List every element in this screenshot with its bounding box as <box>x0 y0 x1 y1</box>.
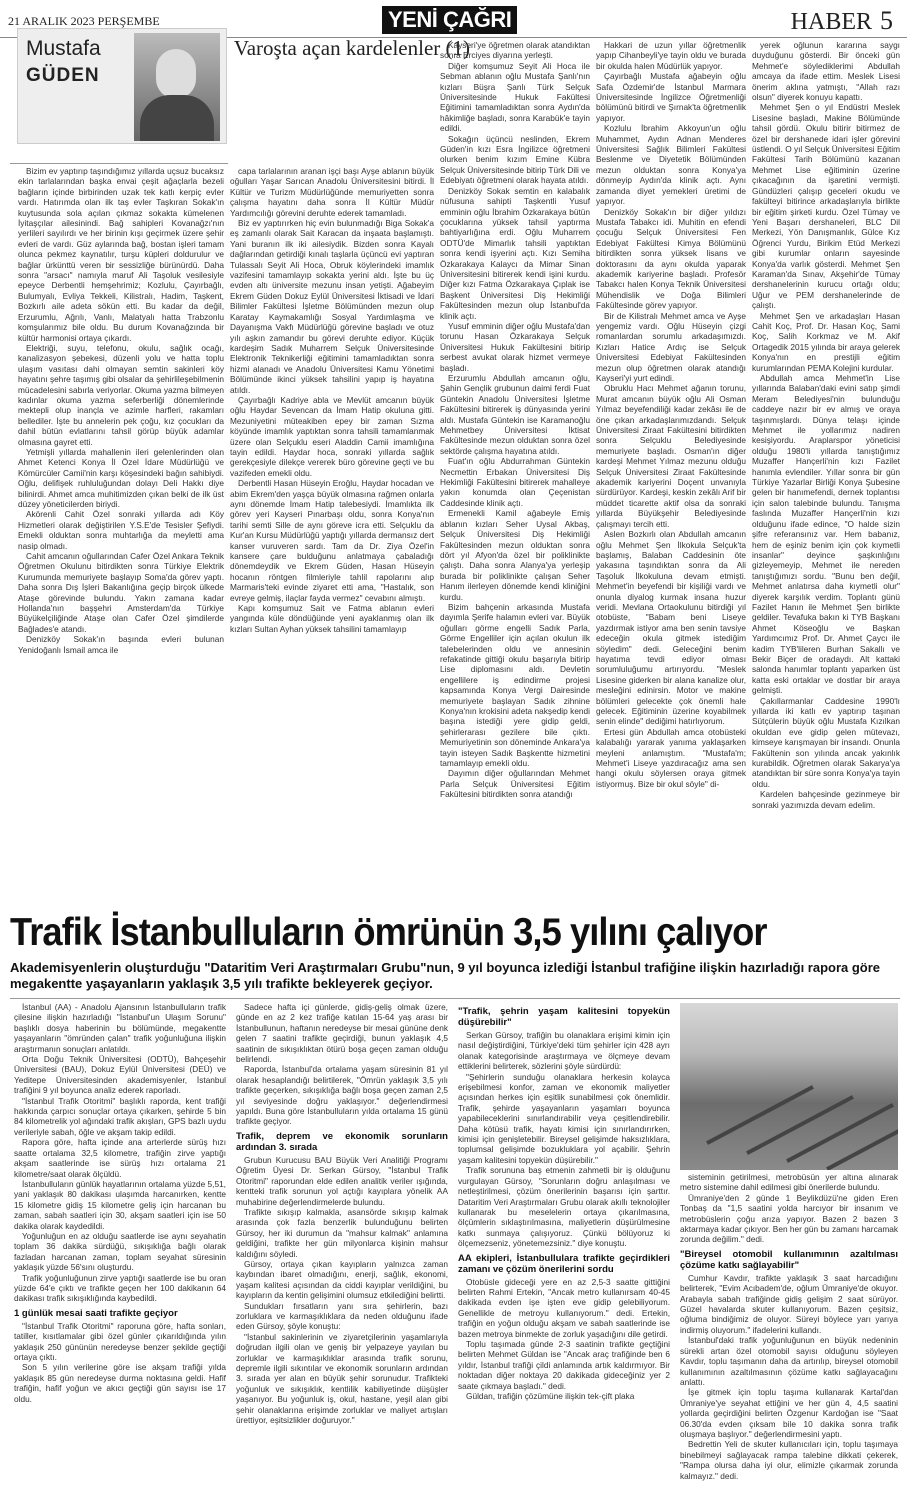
subheading: 1 günlük mesai saati trafikte geçiyor <box>14 1307 178 1319</box>
page-number: 5 <box>880 6 893 35</box>
paragraph: Sundukları fırsatların yanı sıra şehirlerin, bazı zorluklara ve karmaşıklıklara da neden olduğunu ifade eden Gürsoy, şöyle konuştu: <box>236 1300 448 1332</box>
paragraph: Denizköy Sokak semtin en kalabalık nüfusuna sahipti Taşkentli Yusuf emminin oğlu İbrahim Özkarakaya bütün çocuklarına yüksek tahsil yaptırma bahtiyarlığına erdi. Oğlu Muharrem ODTÜ'de Mimarlık tahsili yaptıktan sonra kendi işyerini açtı. Kızı Semiha Özkarakaya Kalaycı da Mimar Sinan Üniversitesini bitirerek kendi işini kurdu. Diğer kızı Fatma Özkarakaya Çıplak ise Başkent Üniversitesi Diş Hekimliği Fakültesinden mezun olup İstanbul'da klinik açtı. <box>440 185 590 321</box>
paragraph: Ertesi gün Abdullah amca otobüsteki kalabalığı yararak yanıma yaklaşarken meyleni anlamıştım. "Mustafa'm; Mehmet'i Liseye yazdıracağız ama sen hangi okulu söylersen oraya gitmek istiyormuş. Bize bir okul söyle" di- <box>596 726 746 789</box>
paragraph: Derbentli Hasan Hüseyin Eroğlu, Haydar hocadan ve abim Ekrem'den yaşça büyük olmasına rağmen onlarla aynı dönemde İmam Hatip talebesiydi. İmamlıkta ilk görev yeri Kayseri Pınarbaşı oldu, sonra Konya'nın tarihi semti Sille de aynı göreve icra etti. Selçuklu da Kur'an Kursu Müdürlüğü yaptığı yıllarda dermansız dert kanser vuruveren sardı. Tam da Dr. Ziya Özel'in kansere çare bulduğunu anlatmaya çabaladığı dönemdeydik ve Ekrem Güden, Hasan Hüseyin hocanın röntgen filmleriyle tahlil rapolarını alıp Marmaris'teki evinde ziyaret etti ama, "Hastalık, son evreye gelmiş, ilaçlar fayda vermez" cevabını almıştı. <box>230 478 434 603</box>
paragraph: Serkan Gürsoy, trafiğin bu olanaklara erişimi kimin için nasıl değiştirdiğini, Türkiye'deki tüm şehirler için 428 ayrı olanak kategorisinde araştırmaya ve ölçmeye devam ettiklerini belirterek, sözlerini şöyle sürdürdü: <box>458 1030 670 1072</box>
paragraph: Sokağın üçüncü neslinden, Ekrem Güden'in kızı Esra İngilizce öğretmeni olurken benim kızım Emine Kübra Selçuk Üniversitesinde bitirip Türk Dili ve Edebiyatı öğretmeni olarak hayata atıldı. <box>440 133 590 186</box>
paragraph: Cumhur Kavdır, trafikte yaklaşık 3 saat harcadığını belirterek, "Evim Acıbadem'de, oğlum Ümraniye'de okuyor. Arabayla sabah trafiğinde gidiş gelişim 2 saat sürüyor. Güzel havalarda skuter kullanıyorum. Bazen çeşitsiz, oğluma bindiğimiz de oluyor. Süreyi böylece yarı yarıya indirmiş oluyorum." ifadelerini kullandı. <box>680 1272 898 1335</box>
paragraph: Sadece hafta içi günlerde, gidiş-geliş olmak üzere, günde en az 2 kez trafiğe katılan 15-64 yaş arası bir İstanbullunun, haftanın neredeyse bir mesai gününe denk gelen 7 saatini trafikte geçirdiği, bunun yaklaşık 4,5 saatinin de sıkışıklıktan ötürü boşa geçen zaman olduğu belirlendi. <box>236 1002 448 1065</box>
divider <box>10 998 900 999</box>
paragraph: Aslen Bozkırlı olan Abdullah amcanın oğlu Mehmet Şen İlkokula Selçuk'ta başlamış, Balaban Caddesinin öte yakasına taşındıktan sonra da Ali Taşoluk İlkokuluna devam etmişti. Mehmet'in beyefendi bir kişiliği vardı ve onunla diyalog kurmak insana huzur veridi. Mevlana Ortaokulunu bitirdiği yıl otobüste, "Babam beni Liseye yazdırmak istiyor ama ben senin tavsiye edeceğin okula gitmek istediğim söyledim" dedi. Geleceğini benim hayatıma tevdi ediyor olması sorumluluğumu artırıyordu. "Meslek Lisesine giderken bir alana kanalize olur, mesleğini edinirsin. Motor ve makine bölümleri gelecekte çok önemli hale gelecek. Eğitiminin üzerine koyabilmek senin elinde" dediğimi hatırlıyorum. <box>596 529 746 727</box>
paragraph: Bizim ev yaptırıp taşındığımız yıllarda uçsuz bucaksız ekin tarlalarından başka envai çeşit ağaçlarla bezeli bağların içinde birbirinden uzak tek katlı kerpiç evler vardı. Hatırımda olan ilk taş evler Taşkıran Sokak'ın kuytusunda sola açılan çıkmaz sokakta kümelenen İyitaşçılar ailesinindi. Bağ sahipleri Kovanağzı'nın yerlileri sayılırdı ve her birinin kışı geçirmek üzere şehir evleri de vardı. Güz aylarında bağ, bostan işleri tamam olunca pekmez kaynatılır, turşu küpleri doldurulur ve bağlar ürkünttü veren bir sessizliğe bürünürdü. Daha sonra "arsacı" namıyla maruf Ali Taşoluk vesilesiyle epeyce Derbentli hemşehrimiz; Kozlulu, Çayırbağlı, Bulumyalı, Evliya Tekkeli, Kilistralı, Hadim, Taşkent, Bozkırlı aile adeta sökün etti. Bu kadar da değil, Erzurumlu, Ağrılı, Vanlı, Malatyalı hatta Trabzonlu komşularımız bile oldu. Bu durum Kovanağzında bir kültür harmonisi ortaya çıkardı. <box>18 166 224 343</box>
paragraph: Grubun Kurucusu BAU Büyük Veri Analitiği Programı Öğretim Üyesi Dr. Serkan Gürsoy, "İstanbul Trafik Otoritmi" raporundan elde edilen analitik veriler ışığında, kentteki trafik sorunun yol açtığı kayıplara yönelik AA muhabirine değerlendirmelerde bulundu. <box>236 1154 448 1207</box>
article2-column-2 <box>236 1002 448 1500</box>
paragraph: Kozlulu İbrahim Akkoyun'un oğlu Muhammet, Aydın Adnan Menderes Üniversitesi Sağlık Bilimleri Fakültesi Beslenme ve Diyetetik Bölümünden mezun olduktan sonra Konya'ya dönmeyip Aydın'da klinik açtı. Aynı zamanda diyet yemekleri üretimi de yapıyor. <box>596 123 746 207</box>
paragraph: Orta Doğu Teknik Üniversitesi (ODTÜ), Bahçeşehir Üniversitesi (BAU), Dokuz Eylül Üniversitesi (DEÜ) ve Yeditepe Üniversitesinden akademisyenler, İstanbul trafiğini 9 yıl boyunca analiz ederek raporladı. <box>14 1054 226 1096</box>
paragraph: Abdullah amca Mehmet'in Lise yıllarında Balaban'daki evini satıp şimdi Meram Belediyesi'nin bulunduğu caddeye nazır bir ev almış ve oraya taşınmışlardı. Dünya telaşı içinde Mehmet ile yollarımız nadiren kesişiyordu. Araplarspor yöneticisi olduğu 1980'li yıllarda tanıştığımız Muzaffer Hançerli'nin kızı Fazilet hanımla evlendiler. Yıllar sonra bir gün Türkiye Yazarlar Birliği Konya Şubesine gelen bir hanımefendi, dernek toplantısı için salon talebinde bulundu. Tanışma faslında Muzaffer Hançerli'nin kızı olduğunu ifade edince, "O halde sizin şifre referansınız var. Hem babanız, hem de eşiniz benim için çok kıymetli insanlar" deyince şaşkınlığını gizleyemeyip, Mehmet ile nereden tanıştığımızı sordu. "Bunu ben değil, Mehmet anlatırsa daha kıymetli olur" diyerek karşılık verdim. Toplantı günü Fazilet Hanın ile Mehmet Şen birlikte geldiler. Tevafuka bakın ki TYB Başkanı Ahmet Köseoğlu ve Başkan Yardımcımız Prof. Dr. Ahmet Çaycı ile kadim TYB'lileren Burhan Sakallı ve Bekir Biçer de oradaydı. Alt kattaki salonda hanımlar toplantı yaparken üst katta eski ortaklar ve dostlar bir araya gelmişti. <box>752 373 900 696</box>
article2-column-4 <box>680 1172 898 1500</box>
issue-date: 21 ARALIK 2023 PERŞEMBE <box>8 14 160 28</box>
paragraph: Yoğunluğun en az olduğu saatlerde ise aynı seyahatin toplam 36 dakika sürdüğü, sıkışıklığa bağlı olarak fazladan harcanan zaman, toplam seyahat süresinin yaklaşık yüzde 56'sını oluşturdu. <box>14 1230 226 1273</box>
paragraph: Akörenli Cahit Özel sonraki yıllarda adı Köy Hizmetleri olarak değiştirilen Y.S.E'de Tesisler Şefiydi. Emekli olduktan sonra muhtarlığa da meyletti ama nasip olmadı. <box>18 509 224 551</box>
article1-column-2 <box>230 166 434 904</box>
paragraph: "İstanbul Trafik Otoritmi" raporuna göre, hafta sonları, tatiller, kısıtlamalar gibi özel günler çıkarıldığında yılın yaklaşık 250 gününün neredeyse benzer şekilde geçtiği ortaya çıktı. <box>14 1320 226 1362</box>
section-label <box>791 6 893 36</box>
paragraph: Bedrettin Yeli de skuter kullanıcıları için, toplu taşımaya binebilmeyi sağlayacak rampa talebine dikkati çekerek, "Rampa olursa daha iyi olur, elimizle çıkarmak zorunda kalmayız." dedi. <box>680 1439 898 1481</box>
article2-column-3 <box>458 1002 670 1500</box>
paragraph: sisteminin getirilmesi, metrobüsün yer altına alınarak metro sistemine dahil edilmesi gibi önerilerde bulundu. <box>680 1172 898 1193</box>
paragraph: "İstanbul sakinlerinin ve ziyaretçilerinin yaşamlarıyla doğrudan ilgili olan ve geniş bir yelpazeye yayılan bu zorluklar ve karmaşıklıklar arasında trafik sorunu, depremle ilgili sıkıntılar ve ekonomik sorunların ardından 3. sırada yer alan en büyük şehir sorunudur. Trafikteki yoğunluk ve sıkışıklık, kentlilik kabiliyetinde düşüşler yaşanıyor. Bu yoğunluk iş, okul, hastane, yeşil alan gibi şehir olanaklarına erişimde zorluklar ve maliyet artışları ürettiyor, eşitsizlikler doğuruyor." <box>236 1331 448 1426</box>
paragraph: Trafik sorununa baş etmenin zahmetli bir iş olduğunu vurgulayan Gürsoy, "Sorunların doğru anlaşılması ve netleştirilmesi, çözüm önerilerinin başarısı için şarttır. Dataritim Veri Araştırmaları Grubu olarak akıllı teknolojiler kullanarak bu meselelerin ortaya çıkarılmasına, ölçümlerin sıklaştırılmasına, maliyetlerin düşürülmesine katkı sunmaya çalışıyoruz. Çünkü bölüyoruz ki ölçemezseniz, yönetemezsiniz." diye konuştu. <box>458 1165 670 1249</box>
traffic-photo <box>680 1003 898 1170</box>
paragraph: Kayseri'ye öğretmen olarak atandıktan sonra Erciyes diyarına yerleşti. <box>440 40 590 61</box>
paragraph: Yusuf emminin diğer oğlu Mustafa'dan torunu Hasan Özkarakaya Selçuk Üniversitesi Hukuk Fakültesini bitirip serbest avukat olarak hizmet vermeye başladı. <box>440 320 590 373</box>
paragraph: Son 5 yılın verilerine göre ise akşam trafiği yılda yaklaşık 85 gün neredeyse durma noktasına geldi. Hafif trafiğin, hafif yoğun ve akıcı geçtiği gün sayısı ise 17 oldu. <box>14 1362 226 1404</box>
paragraph: İstanbul'daki trafik yoğunluğunun en büyük nedeninin sürekli artan özel otomobil sayısı olduğunu söyleyen Kavdır, toplu taşımanın daha da artırılıp, bireysel otomobil kullanımının azaltılmasının çözüme katkı sağlayacağını anlattı. <box>680 1335 898 1387</box>
paragraph: Toplu taşımada günde 2-3 saatinin trafikte geçtiğini belirten Mehmet Güldan ise "Ancak araç trafiğinde ben 6 yıldır, İstanbul trafiği çildi anlamında artık kaldırmıyor. Bir noktadan diğer noktaya 20 dakikada gideceğiniz yer 2 saate çıkmaya başladı." dedi. <box>458 1338 670 1391</box>
paragraph: Kardelen bahçesinde gezinmeye bir sonraki yazımızda devam edelim. <box>752 789 900 810</box>
paragraph: "Şehirlerin sunduğu olanaklara herkesin kolayca erişebilmesi konfor, zaman ve ekonomik maliyetler açısından herkes için eşitlik sunabilmesi çok önemlidir. Trafik, şehirde yaşayanların yaşamları boyunca yapabileceklerini sınırlandırabilir veya çeşitlendirebilir. Daha kötüsü trafik, hayatı kimisi için sınırlandırırken, kimisi için genişletebilir. Bireysel gelişimde haksızlıklara, toplumsal gelişimde bozukluklara yol açabilir. Şehrin yaşam kalitesini topyekün düşürebilir." <box>458 1071 670 1165</box>
author-photo <box>134 33 220 141</box>
paragraph: Denizköy Sokak'ın bir diğer yıldızı Mustafa Tabakcı idi. Muhitin en efendi çocuğu Selçuk Üniversitesi Fen Edebiyat Fakültesi Kimya Bölümünü bitirdikten sonra yüksek lisans ve doktorasını da aynı okulda yaparak akademik kariyerine başladı. Profesör Tabakcı halen Konya Teknik Üniversitesi Mühendislik ve Doğa Bilimleri Fakültesinde görev yapıyor. <box>596 206 746 311</box>
paragraph: Dayımın diğer oğullarından Mehmet Parla Selçuk Üniversitesi Eğitim Fakültesini bitirdikten sonra atandığı <box>440 768 590 800</box>
article1-column-5 <box>752 40 900 904</box>
paragraph: Çayırbağlı Kadriye abla ve Mevlüt amcanın büyük oğlu Haydar Sevencan da İmam Hatip okuluna gitti. Mezuniyetini müteakiben epey bir zaman Sızma köyünde imamlık yaptıktan sonra tahsili tamamlanmak üzere olan Selçuklu eseri Aladdin Camii imamlığına tayin edildi. Haydar hoca, sonraki yıllarda sağlık gerekçesiyle dilekçe vererek büro görevine geçti ve bu vazifeden emekli oldu. <box>230 394 434 478</box>
paragraph: İstanbul (AA) - Anadolu Ajansının İstanbulluların trafik çilesine ilişkin hazırladığı "İstanbul'un Ulaşım Sorunu" başlıklı dosya haberinin bu bölümünde, megakentte yaşayanların "ömründen çalan" trafik yoğunluğuna ilişkin araştırmanın sonuçları anlatıldı. <box>14 1002 226 1054</box>
paragraph: Elektriği, suyu, telefonu, okulu, sağlık ocağı, kanalizasyon şebekesi, düzenli yolu ve hatta toplu ulaşım vasıtası dahi olmayan semtin sakinleri köy hayatını şehre taşımış gibi olsalar da şehirlileşebilmenin mücadelesini sabırla veriyorlar. Okuma yazma bilmeyen kadınlar okuma yazma seferberliği dönemlerinde mektepli olup inançla ve azimle harfleri, rakamları bellediler. İşte bu annelerin pek çoğu, kız çocukları da dahil bütün evlatlarını tahsil görüp büyük adamlar olmasına gayret etti. <box>18 342 224 447</box>
subheading: "Trafik, şehrin yaşam kalitesini topyekün düşürebilir" <box>458 1006 670 1028</box>
subheading: Trafik, deprem ve ekonomik sorunların ardından 3. sırada <box>236 1130 448 1153</box>
article1-column-1 <box>18 166 224 904</box>
paragraph: "İstanbul Trafik Otoritmi" başlıklı raporda, kent trafiği hakkında çarpıcı sonuçlar ortaya çıkarken, şehirde 5 bin 84 kilometrelik yol ağındaki trafik akışları, GPS bazlı uydu verileriyle sabah, öğle ve akşam takip edildi. <box>14 1095 226 1137</box>
newspaper-logo: YENİ ÇAĞRI <box>382 6 517 34</box>
paragraph: Trafik yoğunluğunun zirve yaptığı saatlerde ise bu oran yüzde 64'e çıktı ve trafikte geçen her 100 dakikanın 64 dakikası trafik sıkışıklığında kaybedildi. <box>14 1272 226 1304</box>
paragraph: Fuat'ın oğlu Abdurrahman Güntekin Necmettin Erbakan Üniversitesi Diş Hekimliği Fakültesini bitirerek mahalleye yakın konumda olan Çeçenistan Caddesinde klinik açtı. <box>440 456 590 508</box>
paragraph: Çakıllarmanlar Caddesine 1990'lı yıllarda iki katlı ev yaptırıp taşınan Sütçülerin büyük oğlu Mustafa Kızılkan okuldan eve gidip gelen mütevazı, kimseye karışmayan bir insandı. Onunla Fakültenin son yılında ancak yakınlık kurabildik. Öğretmen olarak Sakarya'ya atandıktan bir süre sonra Konya'ya tayin oldu. <box>752 695 900 789</box>
section-name: HABER <box>790 9 872 35</box>
subheading: AA ekipleri, İstanbullulara trafikte geçirdikleri zamanı ve çözüm önerilerini sordu <box>458 1252 670 1275</box>
paragraph: Bizim bahçenin arkasında Mustafa dayımla Şerife halamın evleri var. Büyük oğulları görme engelli Sadık Parla, Görme Engelliler için açılan okulun ilk talebelerinden oldu ve annesinin refakatinde gittiği okulu başarıyla bitirip Lise diplomasını aldı. Devletin engellilere iş edindirme projesi kapsamında Konya Vergi Dairesinde memuriyete başlayan Sadık zihnine Konya'nın krokisini adeta nakşedip kendi başına istediği yere gidip geldi, şehirlerarası gezilere bile çıktı. Memuriyetinin son döneminde Ankara'ya tayin isteyen Sadık Başkentte hizmetini tamamlayıp emekli oldu. <box>440 601 590 769</box>
author-first-name: Mustafa <box>26 37 101 60</box>
paragraph: Otobüsle gideceği yere en az 2,5-3 saatte gittiğini belirten Rahmi Ertekin, "Ancak metro kullanırsam 40-45 dakikada evden işe işten eve gidip gelebiliyorum. Genellikle de metroyu kullanıyorum." dedi. Ertekin, trafiğin en yoğun olduğu akşam ve sabah saatlerinde ise bazen metroya binmekte de zorluk yaşadığını dile getirdi. <box>458 1276 670 1339</box>
author-box <box>17 28 227 144</box>
column-title: Varoşta açan kardelenler (1) <box>233 36 470 60</box>
paragraph: Rapora göre, hafta içinde ana arterlerde sürüş hızı saatte ortalama 32,5 kilometre, trafiğin zirve yaptığı akşam saatlerinde ise sürüş hızı ortalama 21 kilometre/saat olarak ölçüldü. <box>14 1137 226 1179</box>
article1-column-4 <box>596 40 746 904</box>
paragraph: Cahit amcanın oğullarından Cafer Özel Ankara Teknik Öğretmen Okulunu bitirdikten sonra Türkiye Elektrik Kurumunda memuriyete başlayıp Soma'da görev yaptı. Daha sonra Dış İşleri Bakanlığına geçip birçok ülkede Ataşe görevinde bulundu. Yakın zamana kadar Hollanda'nın başşehri Amsterdam'da Türkiye Büyükelçiliğinde Ataşe olan Cafer Özel şimdilerde Bağlades'e atandı. <box>18 551 224 634</box>
paragraph: Trafikte sıkışıp kalmakla, asansörde sıkışıp kalmak arasında çok fazla benzerlik bulunduğunu belirten Gürsoy, her iki durumun da "mahsur kalmak" anlamına geldiğini, trafikte her gün milyonlarca kişinin mahsur kaldığını söyledi. <box>236 1206 448 1259</box>
divider <box>10 163 228 164</box>
paragraph: Yetmişli yıllarda mahallenin ileri gelenlerinden olan Ahmet Ketenci Konya İl Özel İdare Müdürlüğü ve Kömürcüler Camii'nin karşı köşesindeki bağın sahibiydi. Oğlu, delifişek ruhluluğundan dolayı Deli Hakkı diye bilinirdi. Ahmet amca muhitimizden çıkan belki de ilk üst düzey yöneticilerden biriydi. <box>18 446 224 509</box>
paragraph: Ümraniye'den 2 günde 1 Beylikdüzü'ne giden Eren Tonbaş da "1,5 saatini yolda harcıyor bir insanım ve metrobüslerin çoğu arıza yapıyor. Bazen 2 bazen 3 aktarmaya kadar çıkıyor. Ben her gün bu zamanı harcamak zorunda değilim." dedi. <box>680 1192 898 1245</box>
paragraph: İşe gitmek için toplu taşıma kullanarak Kartal'dan Ümraniye'ye seyahat ettiğini ve her gün 4, 4,5 saatini yollarda geçirdiğini belirten Özgenur Kardoğan ise "Saat 06.30'da evden çıksam bile 10 dakika sonra trafik oluşmaya başlıyor." değerlendirmesini yaptı. <box>680 1387 898 1439</box>
paragraph: İstanbulluların günlük hayatlarının ortalama yüzde 5,51, yani yaklaşık 80 dakikası ulaşımda harcanırken, kentte 15 kilometre gidiş 15 kilometre geliş için harcanan bu zaman, sabah saatleri için 30, akşam saatleri için ise 50 dakika olarak kaydedildi. <box>14 1178 226 1231</box>
paragraph: yerek oğlunun kararına saygı duyduğunu gösterdi. Bir önceki gün Mehmet'e söylediklerimi Abdullah amcaya da ifade ettim. Meslek Lisesi önerim aklına yatmıştı, "Allah razı olsun" diyerek konuyu kapattı. <box>752 40 900 103</box>
paragraph: Obruklu Hacı Mehmet ağanın torunu, Murat amcanın büyük oğlu Ali Osman Yılmaz beyefendiliği kadar zekâsı ile de öne çıkan arkadaşlarımızdandı. Selçuk Üniversitesi Ziraat Fakültesini bitirdikten sonra Selçuklu Belediyesinde memuriyete başladı. Osman'ın diğer kardeşi Mehmet Yılmaz mezunu olduğu Selçuk Üniversitesi Ziraat Fakültesinde akademik kariyerini Doçent unvanıyla sürdürüyor. Kardeşi, keskin zekâlı Arif bir müddet ticarette aktif olsa da sonraki yıllarda Büyükşehir Belediyesinde çalışmayı tercih etti. <box>596 383 746 529</box>
paragraph: Gürsoy, ortaya çıkan kayıpların yalnızca zaman kaybından ibaret olmadığını, enerji, sağlık, ekonomi, yaşam kalitesi açısından da ciddi kayıplar verildiğini, bu kayıpların da kentin gelişimini olumsuz etkilediğini belirtti. <box>236 1258 448 1301</box>
article1-column-3 <box>440 40 590 904</box>
paragraph: Kapı komşumuz Sait ve Fatma ablanın evleri yangında küle döndüğünde yeni ayaklanmış olan ilk kızları Sultan Ayhan yüksek tahsilini tamamlayıp <box>230 603 434 634</box>
paragraph: Mehmet Şen ve arkadaşları Hasan Cahit Koç, Prof. Dr. Hasan Koç, Sami Koç, Salih Korkmaz ve M. Akif Ortagedik 2015 yılında bir araya gelerek Konya'nın en prestijli eğitim kurumlarından PEMA Kolejini kurdular. <box>752 310 900 373</box>
paragraph: Ermenekli Kamil ağabeyle Emiş ablanın kızları Seher Uysal Akbaş, Selçuk Üniversitesi Diş Hekimliği Fakültesinden mezun olduktan sonra dört yıl Afyon'da özel bir poliklinikte çalıştı. Daha sonra Alanya'ya yerleşip burada bir poliklinikte çalışan Seher Hanım ilerleyen dönemde kendi kliniğini kurdu. <box>440 508 590 602</box>
paragraph: Biz ev yaptırırken hiç evin bulunmadığı Biga Sokak'a eş zamanlı olarak Sait Karacan da inşaata başlamıştı. Yani buranın ilk iki ailesiydik. Bizden sonra Kayalı dağlarından getirdiği kınalı taşlarla üçüncü evi yaptıran Tulassalı Seyit Ali Hoca, Obruk köylerindeki imamlık vazifesini tamamlayıp sokakta yerini aldı. İşte bu üç evden altı üniversite mezunu insan yetişti. Ağabeyim Ekrem Güden Dokuz Eylül Üniversitesi İktisadi ve İdari Bilimler Fakültesi İşletme Bölümünden mezun olup Karatay Kaymakamlığı Sosyal Yardımlaşma ve Dayanışma Vakfı Müdürlüğü görevine başladı ve otuz yılı aşkın zamandır bu görevi deruhte ediyor. Küçük kardeşim Sadık Muharrem Selçuk Üniversitesinde Elektronik Teknikerliği eğitimini tamamladıktan sonra hizmi alanadı ve Anadolu Üniversitesi Kamu Yönetimi Bölümünde ikinci yüksek tahsilini yapıp iş hayatına atıldı. <box>230 218 434 395</box>
paragraph: Raporda, İstanbul'da ortalama yaşam süresinin 81 yıl olarak hesaplandığı belirtilerek, "Ömrün yaklaşık 3,5 yılı trafikte geçerken, sıkışıklığa bağlı boşa geçen zaman 2,5 yıl seviyesinde doğru yaklaşıyor." değerlendirmesi yapıldı. Buna göre İstanbulluların yılda ortalama 15 günü trafikte geçiyor. <box>236 1064 448 1127</box>
paragraph: Erzurumlu Abdullah amcanın oğlu, Şahin Gençlik grubunun daimi ferdi Fuat Güntekin Anadolu Üniversitesi İşletme Fakültesini bitirerek iş dünyasında yerini aldı. Mustafa Güntekin ise Karamanoğlu Mehmetbey Üniversitesi İktisat Fakültesinde mezun olduktan sonra özel sektörde çalışma hayatına atıldı. <box>440 373 590 456</box>
article2-column-1 <box>14 1002 226 1500</box>
paragraph: Mehmet Şen o yıl Endüstri Meslek Lisesine başladı, Makine Bölümünde tahsil gördü. Okulu bitirir bitirmez de özel bir dershanede idari işler görevini üstlendi. O yıl Selçuk Üniversitesi Eğitim Fakültesi Tarih Bölümünü kazanan Mehmet Lise eğitiminin üzerine çıkacağının da işaretini vermişti. Gündüzleri çalışıp geceleri okudu ve fakülteyi bitirince arkadaşlarıyla birlikte bir eğitim şirketi kurdu. Özel Tümay ve Yeni Başarı dershaneleri, BLC Dil Merkezi, Yön Danışmanlık, Gülce Kız Öğrenci Yurdu, Birikim Etüd Merkezi gibi kurumlar onların sayesinde Konya'da varlık gösterdi. Mehmet Şen Karaman'da Sınav, Akşehir'de Tümay dershanelerinin kurucu ortağı oldu; Uğur ve PEM dershanelerinde de çalıştı. <box>752 102 900 311</box>
paragraph: Diğer komşumuz Seyit Ali Hoca ile Sebman ablanın oğlu Mustafa Şanlı'nın kızları Büşra Şanlı Türk Selçuk Üniversitesinde Hukuk Fakültesi Eğitimini tamamladıktan sonra Aydın'da hâkimliğe başladı, sonra Karabük'e tayin edildi. <box>440 60 590 134</box>
paragraph: Denizköy Sokak'ın başında evleri bulunan Yenidoğanlı İsmail amca ile <box>18 634 224 655</box>
paragraph: Hakkari de uzun yıllar öğretmenlik yapıp Cihanbeyli'ye tayin oldu ve burada bir okulda halen Müdürlük yapıyor. <box>596 40 746 71</box>
paragraph: Çayırbağlı Mustafa ağabeyin oğlu Safa Özdemir'de İstanbul Marmara Üniversitesinde İngilizce Öğretmenliği bölümünü bitirdi ve Şırnak'ta öğretmenlik yapıyor. <box>596 71 746 123</box>
author-last-name: GÜDEN <box>26 65 100 86</box>
paragraph: capa tarlalarının aranan işçi başı Ayşe ablanın büyük oğulları Yaşar Sarıcan Anadolu Üniversitesini bitirdi. İl Kültür ve Turizm Müdürlüğünde memuriyetten sonra çalışma hayatını daha sonra İl Kültür Müdür Yardımcılığı görevini deruhte ederek tamamladı. <box>230 166 434 218</box>
subheading: "Bireysel otomobil kullanımının azaltılması çözüme katkı sağlayabilir" <box>680 1248 898 1271</box>
headline: Trafik İstanbulluların ömrünün 3,5 yılını çalıyor <box>10 911 767 954</box>
lede: Akademisyenlerin oluşturduğu "Dataritim Veri Araştırmaları Grubu"nun, 9 yıl boyunca izlediği İstanbul trafiğine ilişkin hazırladığı rapora göre megakentte yaşayanların yaklaşık 3,5 yılı trafikte bekleyerek geçiyor. <box>10 960 881 991</box>
paragraph: Bir de Kilistralı Mehmet amca ve Ayşe yengemiz vardı. Oğlu Hüseyin çizgi romanlardan sorumlu arkadaşımızdı. Kızları Hatice Ardıç ise Selçuk Üniversitesi Edebiyat Fakültesinden mezun olup öğretmen olarak atandığı Kayseri'yi yurt edindi. <box>596 310 746 383</box>
paragraph: Güldan, trafiğin çözümüne ilişkin tek-çift plaka <box>466 1391 635 1401</box>
